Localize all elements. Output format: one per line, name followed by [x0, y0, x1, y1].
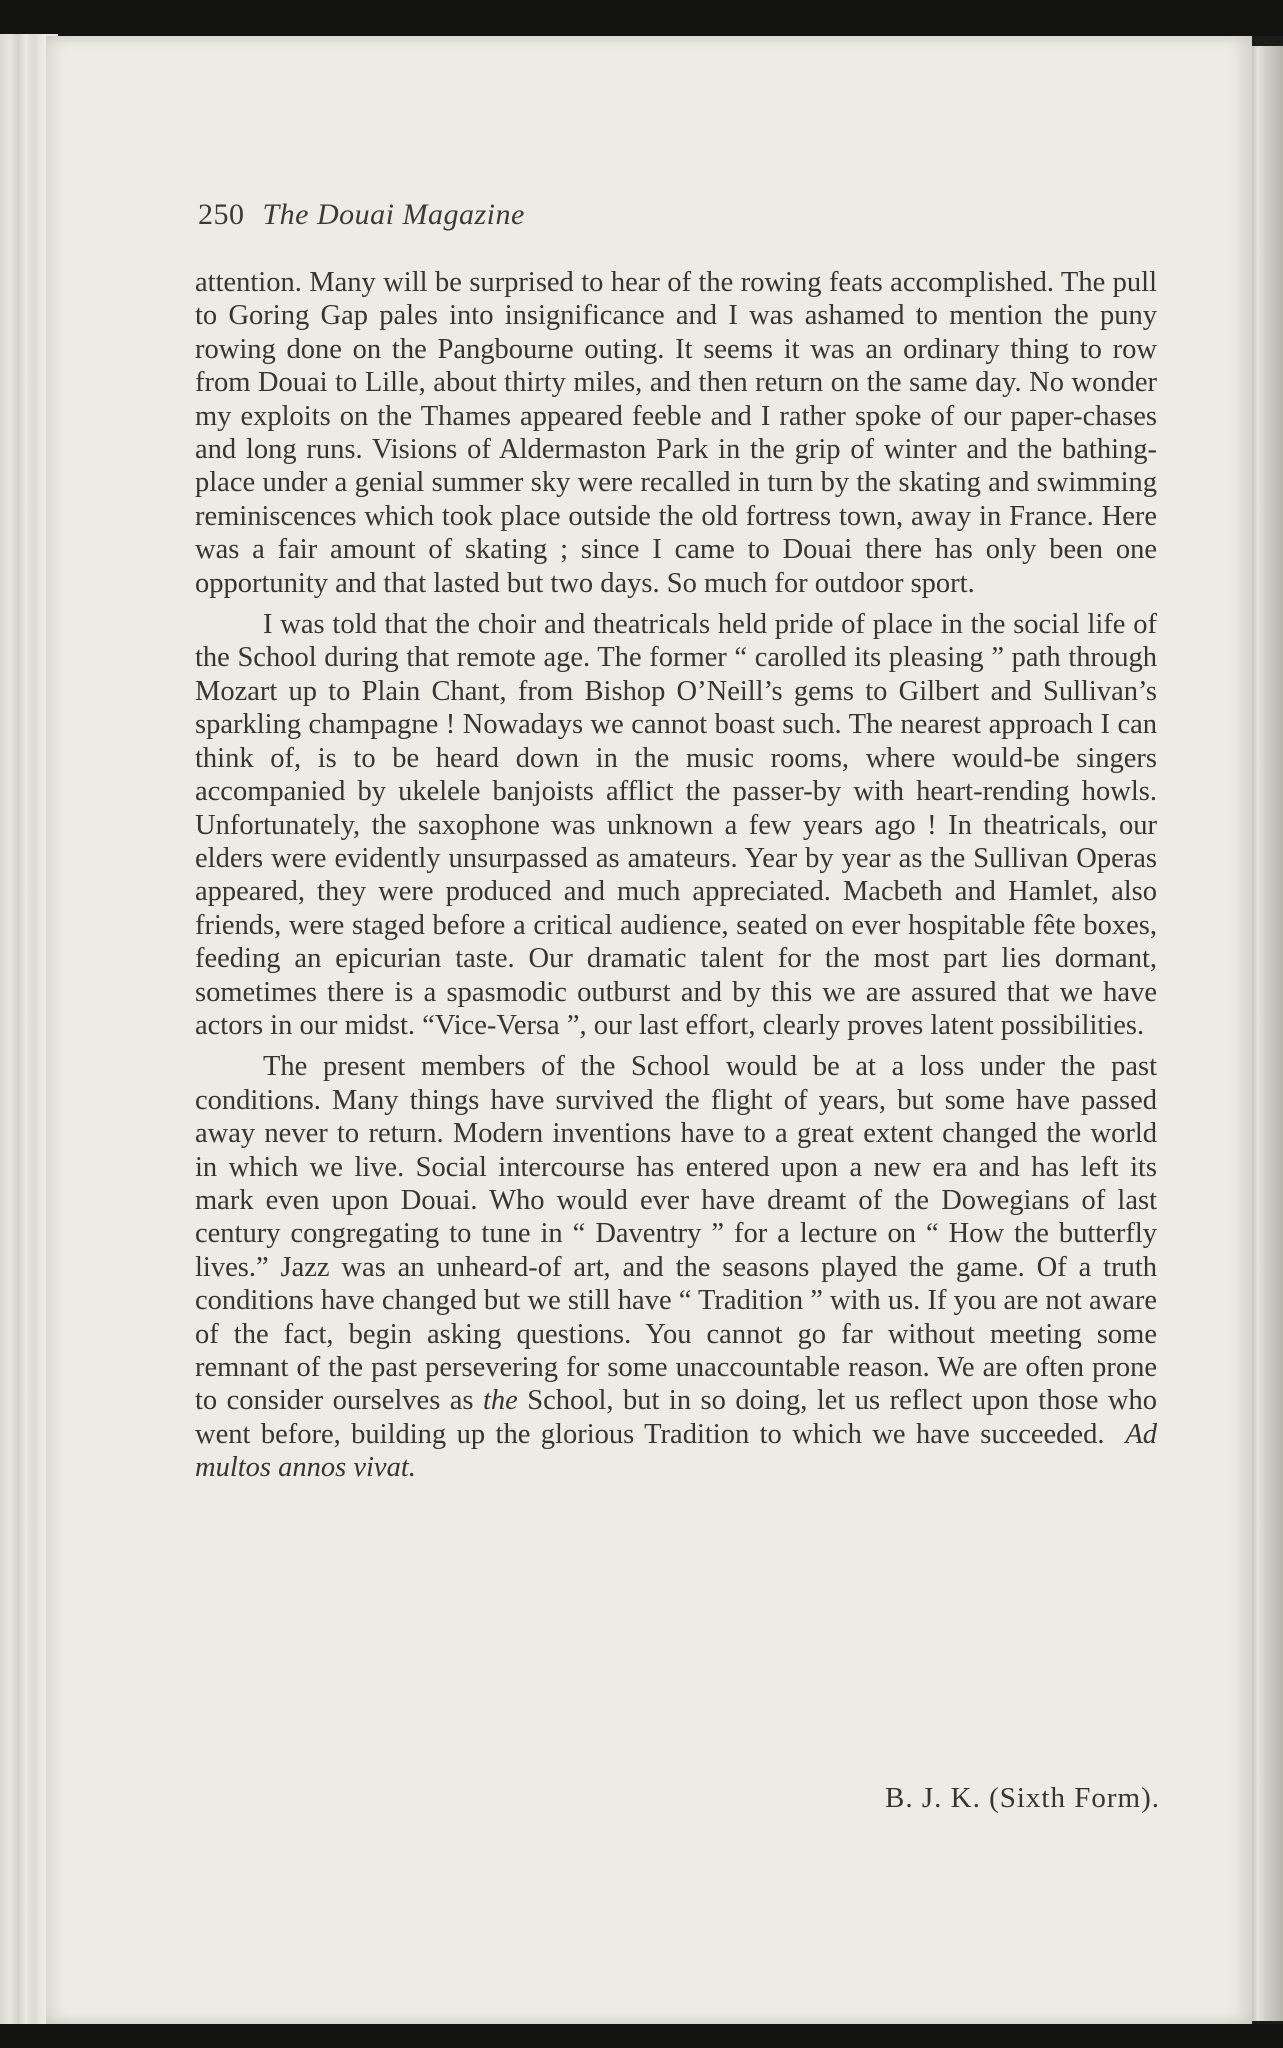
- paragraph-3-italic-the: the: [482, 1385, 518, 1417]
- scan-border-bottom: [0, 2024, 1283, 2048]
- paragraph-1: attention. Many will be surprised to hear of the rowing feats accomplished. The pull to Goring Gap pales into insignificance and I was ashamed to mention the puny rowing done on the Pangbourne outing. It seems it was an ordinary thing to row from Douai to Lille, about thirty miles, and then return on the same day. No wonder my exploits on the Thames appeared feeble and I rather spoke of our paper-chases and long runs. Visions of Aldermaston Park in the grip of winter and the bathing-place under a genial summer sky were recalled in turn by the skating and swimming reminiscences which took place outside the old fortress town, away in France. Here was a fair amount of skating ; since I came to Douai there has only been one opportunity and that lasted but two days. So much for outdoor sport.: [195, 267, 1157, 599]
- closing-latin-phrase: Ad multos annos vivat.: [195, 1418, 1157, 1484]
- paragraph-3-text-b: School, but in so doing, let us reflect upon those who went before, building up the glorious Tradition to which we have succeeded.: [195, 1385, 1157, 1450]
- scan-border-top: [0, 0, 1283, 36]
- paragraph-3: [195, 1050, 1157, 1484]
- page-number: 250: [198, 198, 245, 231]
- running-head: [198, 198, 525, 232]
- page-stack-edge-right: [1252, 46, 1283, 2021]
- article-body: [195, 266, 1157, 1485]
- journal-title: The Douai Magazine: [262, 198, 525, 231]
- author-signature: B. J. K. (Sixth Form).: [885, 1782, 1160, 1814]
- paragraph-2: I was told that the choir and theatricals held pride of place in the social life of the School during that remote age. The former “ carolled its pleasing ” path through Mozart up to Plain Chant, from Bishop O’Neill’s gems to Gilbert and Sullivan’s sparkling champagne ! Nowadays we cannot boast such. The nearest approach I can think of, is to be heard down in the music rooms, where would-be singers accompanied by ukelele banjoists afflict the passer-by with heart-rending howls. Unfortunately, the saxophone was unknown a few years ago ! In theatricals, our elders were evidently unsurpassed as amateurs. Year by year as the Sullivan Operas appeared, they were produced and much appreciated. Macbeth and Hamlet, also friends, were staged before a critical audience, seated on ever hospitable fête boxes, feeding an epicurian taste. Our dramatic talent for the most part lies dormant, sometimes there is a spasmodic outburst and by this we are assured that we have actors in our midst. “Vice-Versa ”, our last effort, clearly proves latent possibilities.: [195, 609, 1157, 1041]
- paragraph-3-text-a: The present members of the School would be at a loss under the past conditions. Many things have survived the flight of years, but some have passed away never to return. Modern inventions have to a great extent changed the world in which we live. Social intercourse has entered upon a new era and has left its mark even upon Douai. Who would ever have dreamt of the Dowegians of last century congregating to tune in “ Daventry ” for a lecture on “ How the butterfly lives.” Jazz was an unheard-of art, and the seasons played the game. Of a truth conditions have changed but we still have “ Tradition ” with us. If you are not aware of the fact, begin asking questions. You cannot go far without meeting some remnant of the past persevering for some unaccountable reason. We are often prone to consider ourselves as: [195, 1051, 1157, 1417]
